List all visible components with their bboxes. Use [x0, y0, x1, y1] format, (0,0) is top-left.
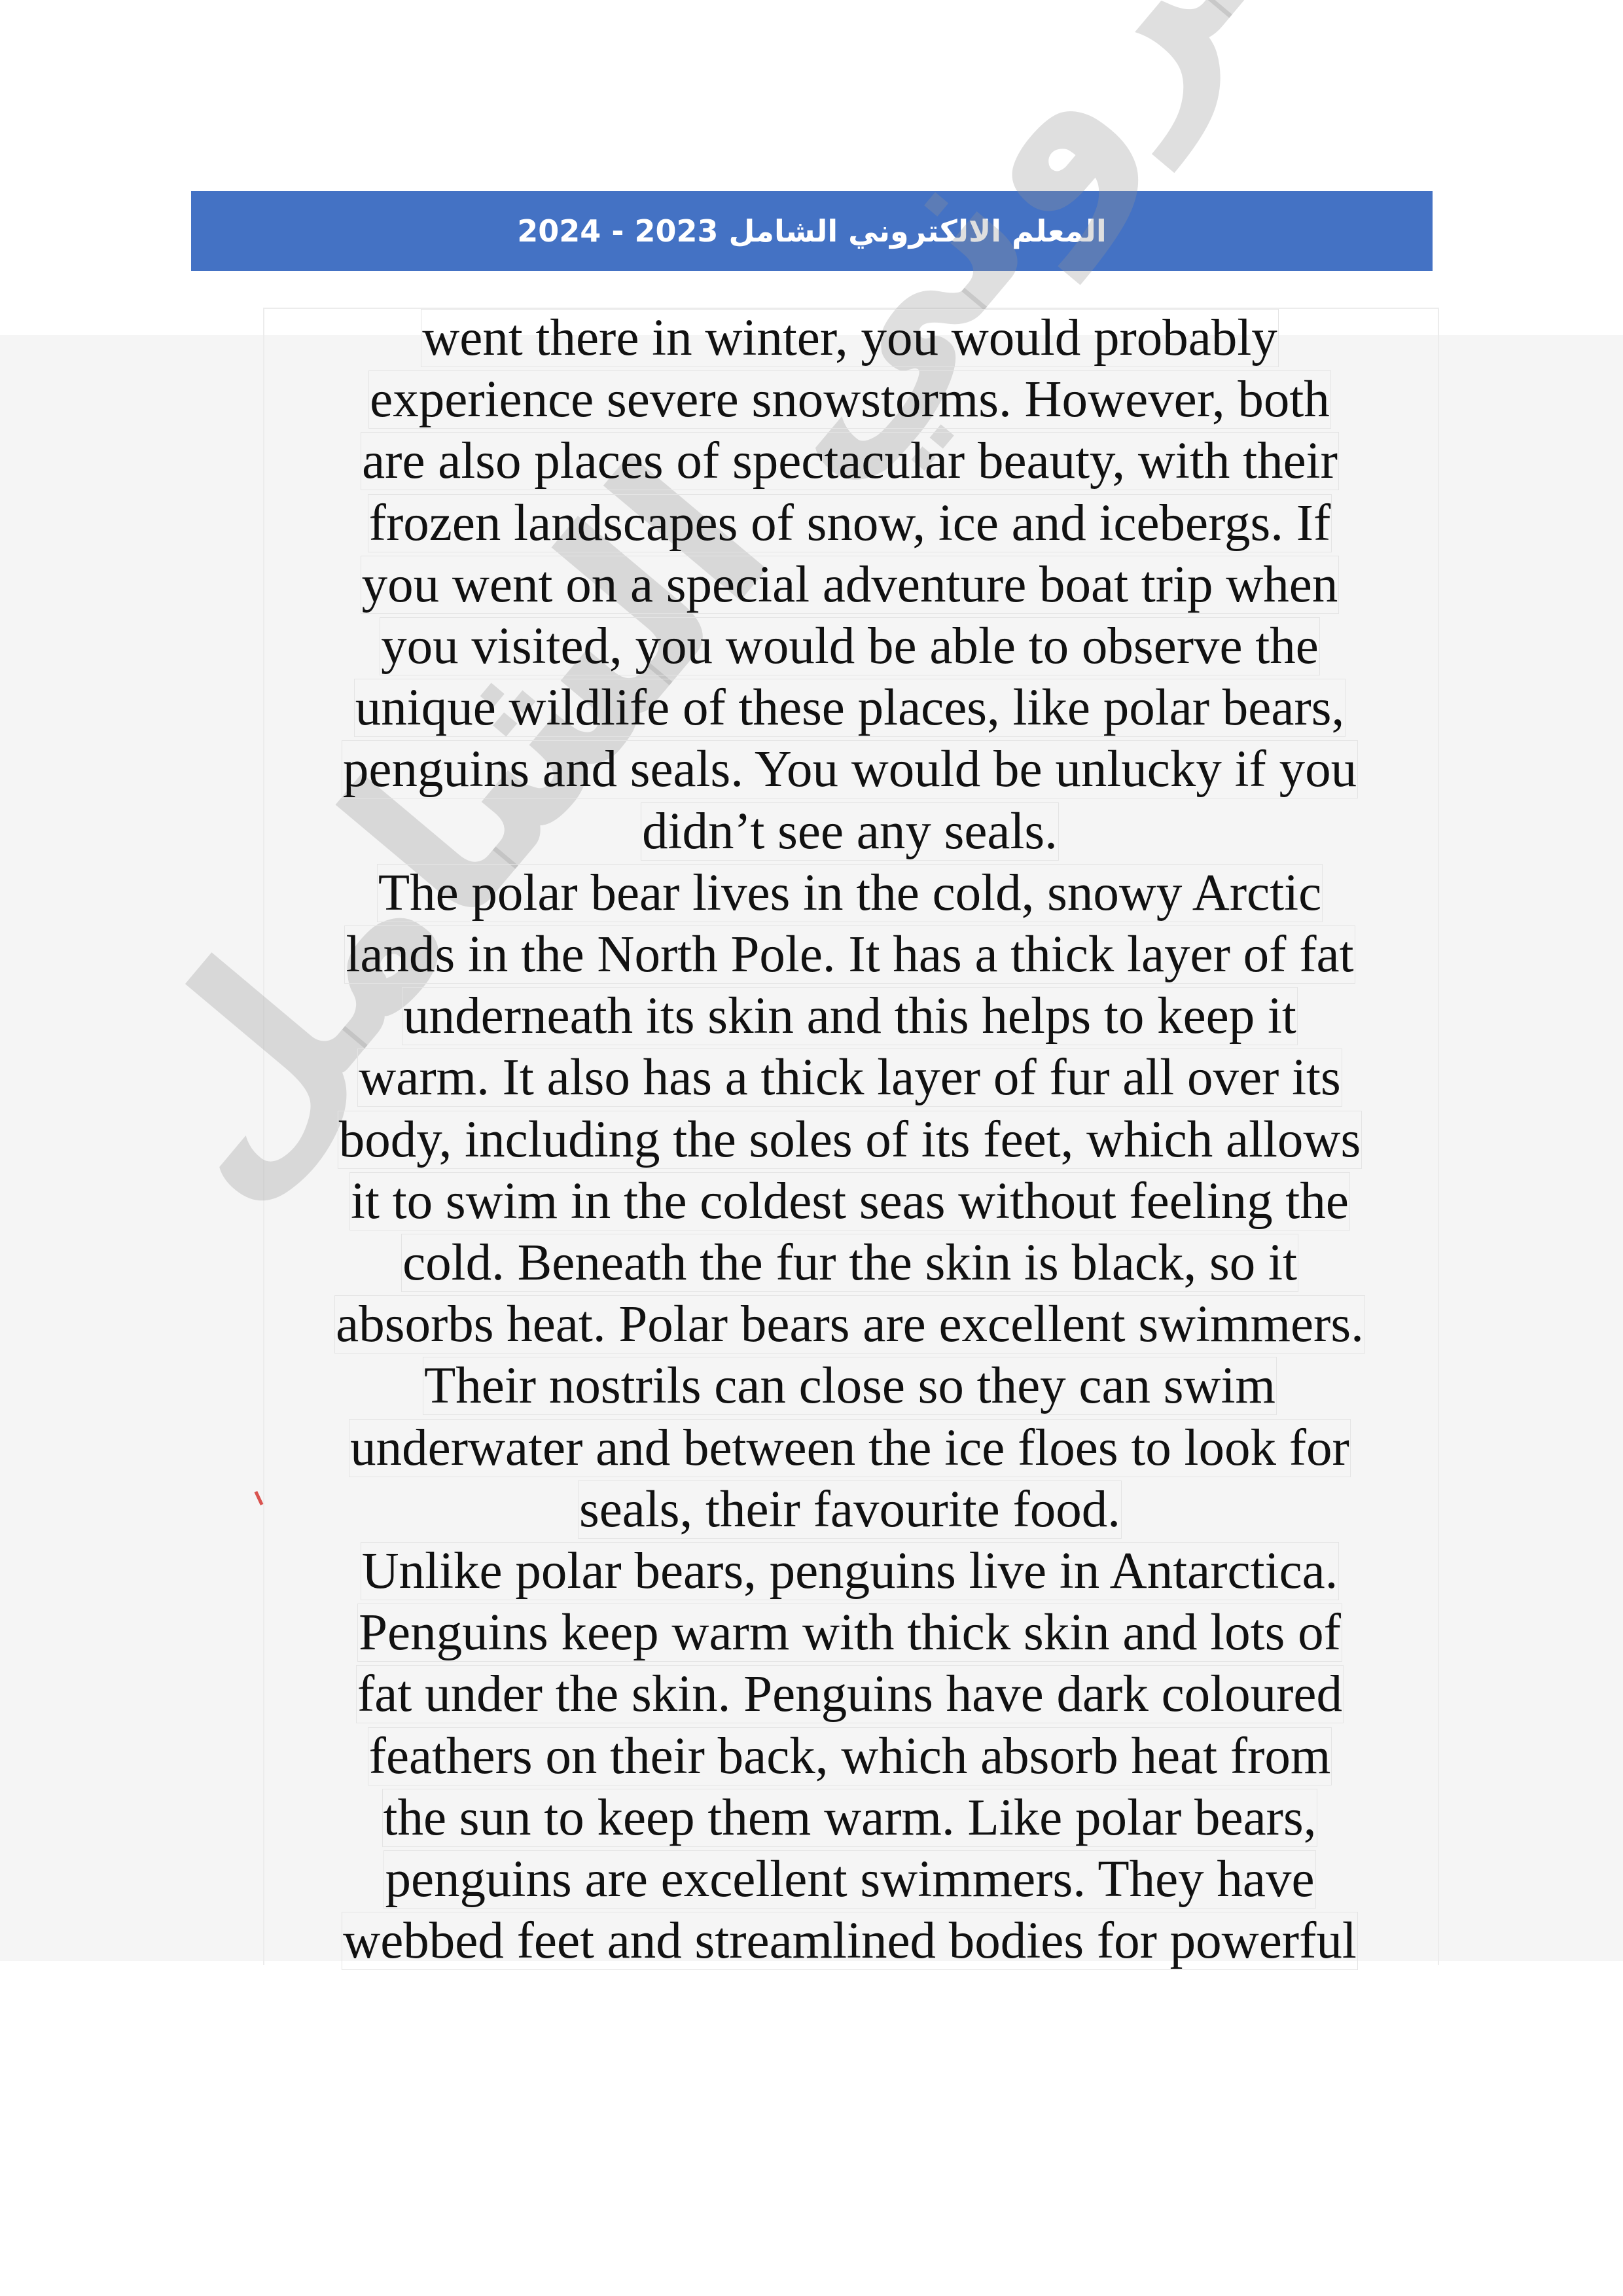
text-line: penguins and seals. You would be unlucky if you — [342, 741, 1357, 798]
text-line: you went on a special adventure boat trip when — [361, 556, 1338, 613]
text-line: cold. Beneath the fur the skin is black, so it — [402, 1234, 1297, 1292]
text-line: warm. It also has a thick layer of fur all over its — [359, 1049, 1341, 1107]
text-line: it to swim in the coldest seas without feeling the — [351, 1172, 1349, 1230]
text-line: feathers on their back, which absorb heat from — [368, 1727, 1331, 1785]
text-line: webbed feet and streamlined bodies for powerful — [343, 1912, 1357, 1970]
text-line: underwater and between the ice floes to look for — [350, 1419, 1349, 1477]
text-line: absorbs heat. Polar bears are excellent swimmers. — [336, 1296, 1364, 1354]
text-line: went there in winter, you would probably — [422, 310, 1277, 367]
text-line: Penguins keep warm with thick skin and lots of — [359, 1604, 1341, 1662]
text-line: seals, their favourite food. — [579, 1480, 1121, 1538]
text-line: frozen landscapes of snow, ice and icebergs. If — [368, 494, 1331, 552]
text-line: lands in the North Pole. It has a thick layer of fat — [346, 926, 1354, 984]
text-line: body, including the soles of its feet, which allows — [338, 1111, 1361, 1168]
header-banner — [191, 191, 1433, 271]
text-line: you visited, you would be able to observe the — [381, 618, 1319, 675]
text-line: penguins are excellent swimmers. They have — [385, 1851, 1315, 1909]
text-line: Unlike polar bears, penguins live in Antarctica. — [361, 1543, 1338, 1600]
text-line: the sun to keep them warm. Like polar bears, — [383, 1789, 1317, 1846]
text-line: didn’t see any seals. — [642, 802, 1058, 860]
text-line: Their nostrils can close so they can swim — [424, 1357, 1275, 1415]
text-line: fat under the skin. Penguins have dark coloured — [357, 1666, 1342, 1723]
document-body — [263, 308, 1436, 1972]
text-line: are also places of spectacular beauty, with their — [362, 433, 1338, 490]
text-line: unique wildlife of these places, like polar bears, — [355, 679, 1345, 737]
paragraph-2 — [263, 863, 1436, 1541]
text-line: underneath its skin and this helps to keep it — [403, 988, 1296, 1045]
header-title: المعلم الالكتروني الشامل 2023 - 2024 — [517, 213, 1107, 249]
paragraph-1 — [263, 308, 1436, 863]
text-line: experience severe snowstorms. However, both — [370, 371, 1330, 429]
paragraph-3 — [263, 1541, 1436, 1972]
text-line: The polar bear lives in the cold, snowy Arctic — [378, 864, 1322, 922]
